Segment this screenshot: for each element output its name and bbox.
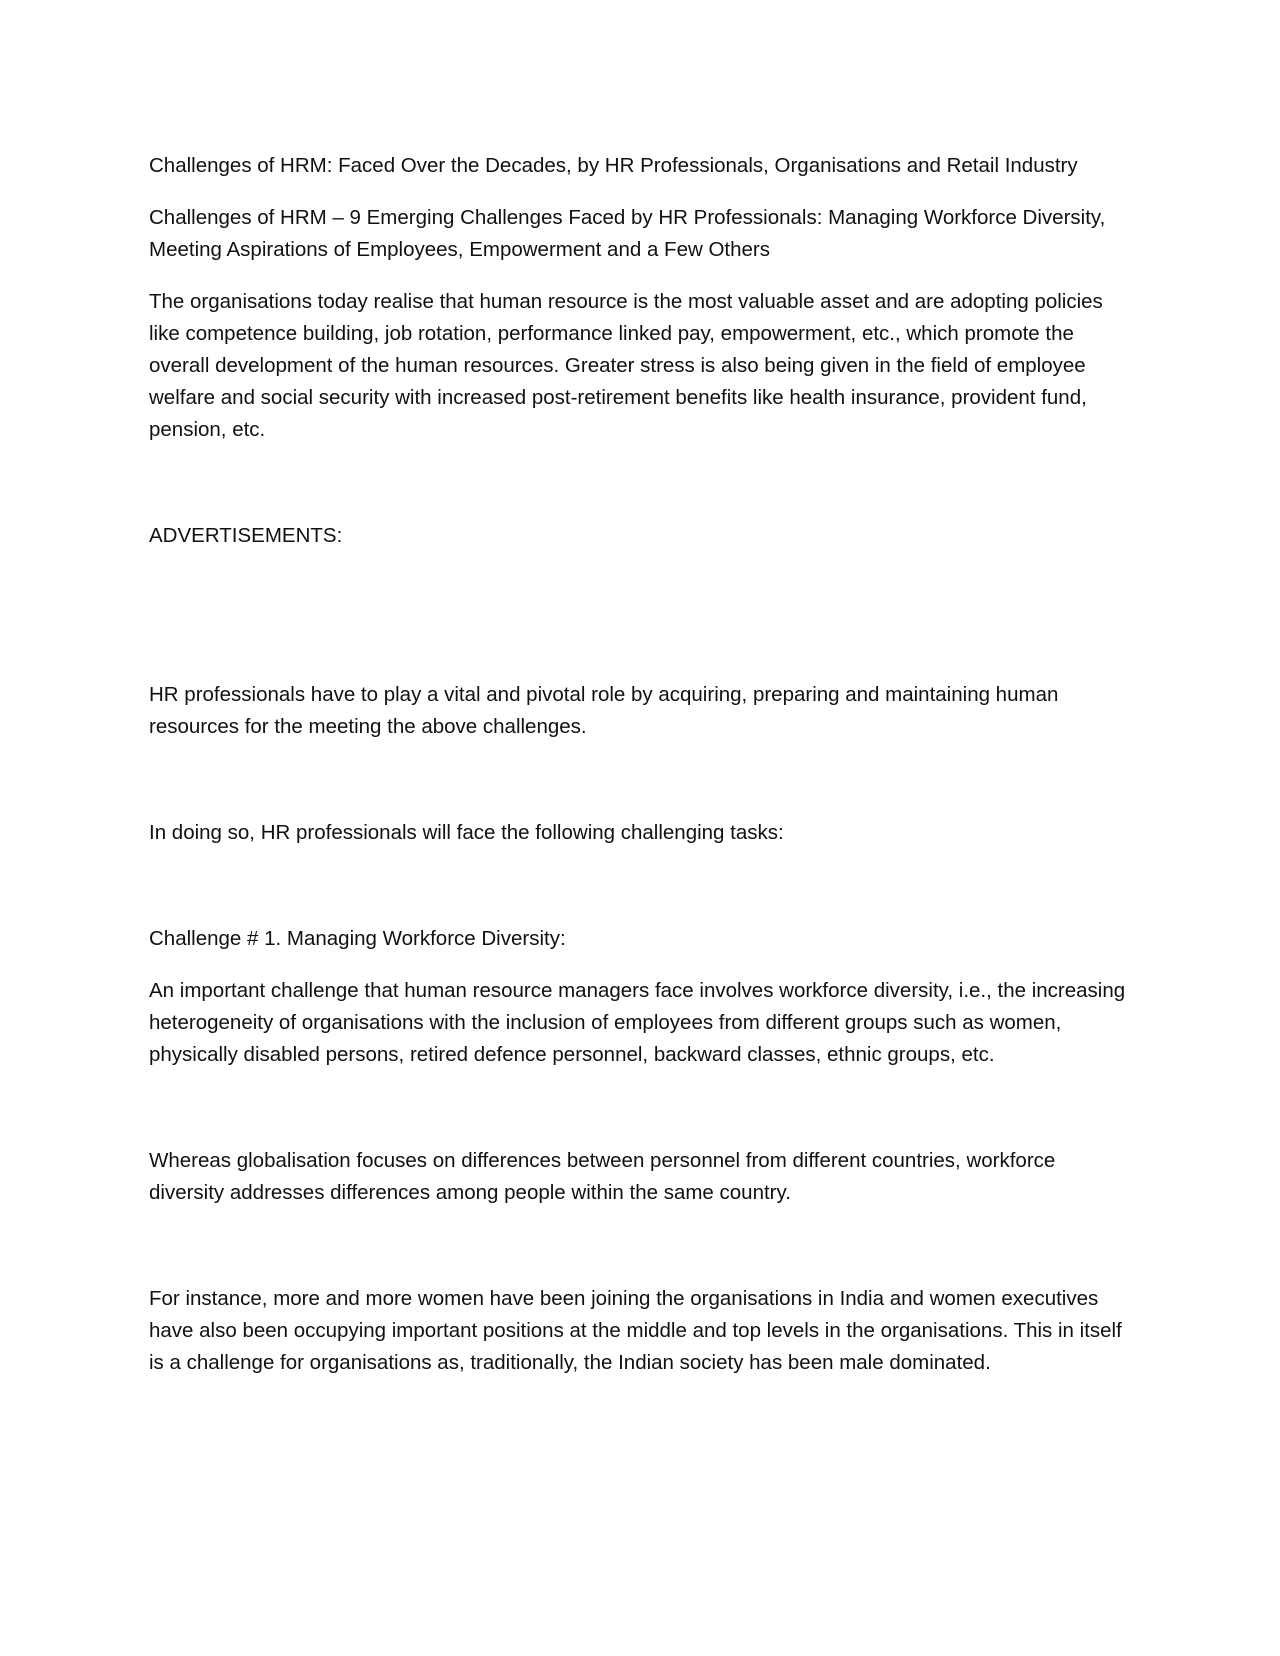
document-body (149, 150, 1134, 1379)
advertisements-label: ADVERTISEMENTS: (149, 524, 343, 547)
diversity-paragraph: An important challenge that human resource managers face involves workforce diversity, i.e., the increasing heterogeneity of organisations with the inclusion of employees from different groups such as women, physically disabled persons, retired defence personnel, backward classes, ethnic groups, etc. (149, 979, 1126, 1066)
challenge-heading: Challenge # 1. Managing Workforce Diversity: (149, 927, 566, 950)
tasks-intro-paragraph: In doing so, HR professionals will face the following challenging tasks: (149, 821, 784, 844)
document-title: Challenges of HRM: Faced Over the Decades, by HR Professionals, Organisations and Retail Industry (149, 154, 1078, 177)
globalisation-paragraph: Whereas globalisation focuses on differences between personnel from different countries, workforce diversity addresses differences among people within the same country. (149, 1149, 1056, 1204)
intro-paragraph: The organisations today realise that human resource is the most valuable asset and are adopting policies like competence building, job rotation, performance linked pay, empowerment, etc., which promote the overall development of the human resources. Greater stress is also being given in the field of employee welfare and social security with increased post-retirement benefits like health insurance, provident fund, pension, etc. (149, 290, 1103, 441)
document-subtitle: Challenges of HRM – 9 Emerging Challenges Faced by HR Professionals: Managing Workforce Diversity, Meeting Aspirations of Employees, Empowerment and a Few Others (149, 206, 1106, 261)
hr-role-paragraph: HR professionals have to play a vital and pivotal role by acquiring, preparing and maintaining human resources for the meeting the above challenges. (149, 683, 1059, 738)
women-paragraph: For instance, more and more women have been joining the organisations in India and women executives have also been occupying important positions at the middle and top levels in the organisations. This in itself is a challenge for organisations as, traditionally, the Indian society has been male dominated. (149, 1287, 1122, 1374)
